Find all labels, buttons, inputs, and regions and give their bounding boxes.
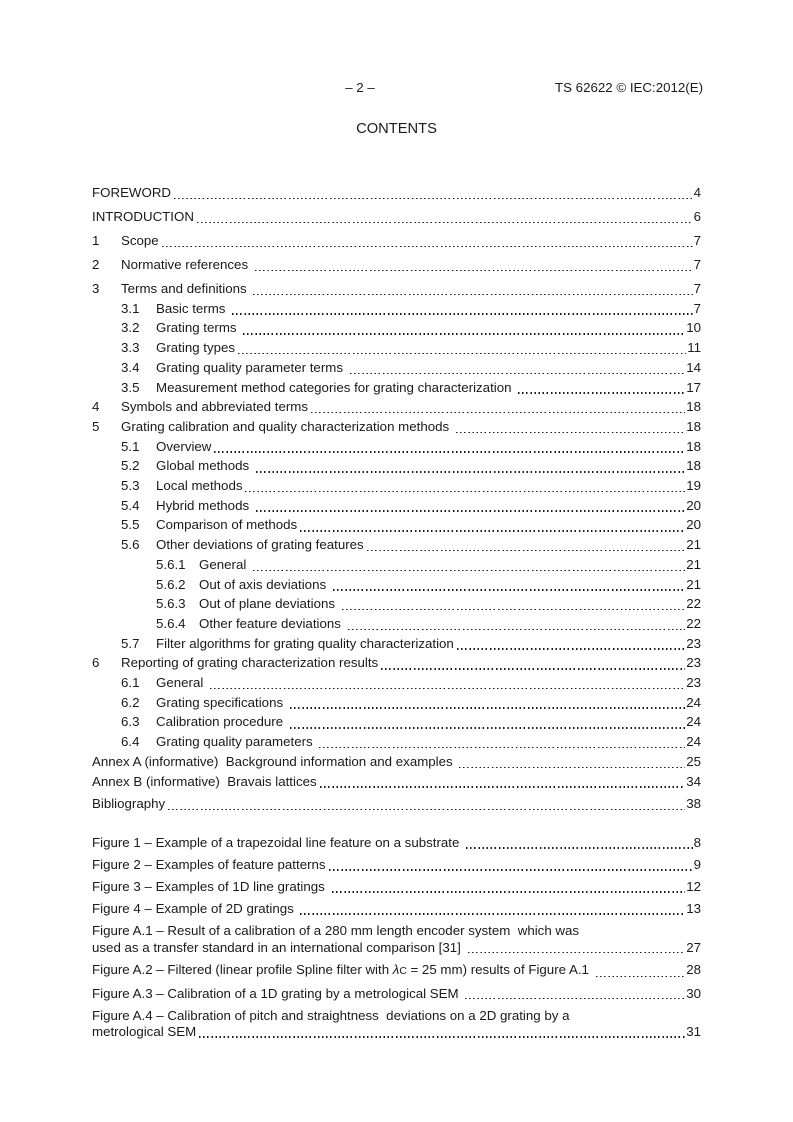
- toc-entry-number: 3.3: [121, 340, 140, 356]
- toc-page-number: 7: [693, 233, 701, 248]
- toc-entry-number: 3.2: [121, 320, 140, 336]
- toc-page-number: 22: [686, 615, 701, 631]
- toc-entry-label: Comparison of methods: [156, 517, 298, 533]
- toc-entry-number: 3: [92, 281, 100, 296]
- figure-page-number: 28: [686, 961, 701, 977]
- figure-entry: [92, 857, 701, 874]
- dot-leader: [253, 570, 685, 572]
- toc-entry-label: Annex A (informative) Background information and examples: [92, 753, 457, 769]
- figures-list: [92, 835, 701, 1041]
- figure-entry-text: Figure A.3 – Calibration of a 1D grating by a metrological SEM: [92, 985, 463, 1001]
- toc-page-number: 23: [686, 635, 701, 651]
- dot-leader: [162, 246, 693, 248]
- toc-entry-label: Overview: [156, 438, 212, 454]
- toc-entry-number: 5.6.4: [156, 615, 186, 631]
- dot-leader: [290, 727, 685, 729]
- toc-entry: [92, 378, 701, 398]
- dot-leader: [459, 767, 685, 769]
- toc-page-number: 34: [686, 773, 701, 789]
- toc-entry-label: Grating calibration and quality characterization methods: [121, 418, 453, 434]
- figure-entry-text: Figure A.1 – Result of a calibration of a 280 mm length encoder system which was: [92, 923, 580, 938]
- dot-leader: [311, 412, 685, 414]
- dot-leader: [243, 333, 685, 335]
- toc-entry-number: 3.5: [121, 379, 140, 395]
- toc-page-number: 11: [687, 340, 701, 356]
- toc-page-number: 6: [693, 209, 701, 224]
- toc-entry-label: Terms and definitions: [121, 281, 251, 296]
- toc-page-number: 20: [686, 497, 701, 513]
- toc-page-number: 20: [686, 517, 701, 533]
- toc-entry-label: INTRODUCTION: [92, 209, 194, 224]
- toc-page-number: 18: [686, 458, 701, 474]
- dot-leader: [329, 869, 693, 871]
- toc-page-number: 21: [686, 537, 701, 553]
- dot-leader: [256, 510, 685, 512]
- dot-leader: [320, 786, 686, 788]
- toc-page-number: 14: [686, 359, 701, 375]
- toc-entry-number: 5.6.3: [156, 596, 186, 612]
- toc-page-number: 23: [686, 675, 701, 691]
- toc-entry: [92, 183, 701, 203]
- figure-entry-text: Figure A.2 – Filtered (linear profile Spline filter with: [92, 961, 393, 977]
- figure-entry-line: [92, 962, 701, 981]
- toc-page-number: 18: [686, 418, 701, 434]
- toc-page-number: 18: [686, 438, 701, 454]
- header-page-number: – 2 –: [345, 80, 375, 95]
- dot-leader: [290, 707, 685, 709]
- dot-leader: [465, 998, 685, 1000]
- toc-entry-label: Grating types: [156, 340, 236, 356]
- toc-entry-label: Hybrid methods: [156, 497, 253, 513]
- figure-entry-text: C: [399, 965, 407, 977]
- figure-entry: [92, 923, 701, 956]
- toc-entry-label: General: [156, 675, 207, 691]
- toc-entry: [92, 634, 701, 654]
- figure-entry-line: [92, 857, 701, 874]
- toc-entry: [92, 653, 701, 673]
- toc-entry: [92, 535, 701, 555]
- dot-leader: [210, 688, 685, 690]
- toc-entry: [92, 614, 701, 634]
- dot-leader: [367, 550, 686, 552]
- dot-leader: [348, 629, 686, 631]
- toc-entry: [92, 732, 701, 752]
- figure-entry-text: Figure 2 – Examples of feature patterns: [92, 857, 326, 872]
- toc-entry: [92, 255, 701, 275]
- toc-entry-number: 5.6.2: [156, 576, 186, 592]
- toc-page-number: 7: [693, 300, 701, 316]
- figure-page-number: 12: [686, 879, 701, 894]
- dot-leader: [333, 589, 685, 591]
- toc-entry: [92, 555, 701, 575]
- toc-page-number: 38: [686, 796, 701, 812]
- figure-page-number: 30: [686, 985, 701, 1001]
- dot-leader: [332, 891, 686, 893]
- toc-entry-number: 3.4: [121, 359, 140, 375]
- toc-page-number: 24: [686, 694, 701, 710]
- toc-page-number: 22: [686, 596, 701, 612]
- toc-entry-number: 6: [92, 655, 100, 671]
- toc-entry-number: 2: [92, 257, 100, 272]
- figure-entry-line: [92, 879, 701, 896]
- dot-leader: [468, 952, 686, 954]
- toc-page-number: 18: [686, 399, 701, 415]
- toc-entry: [92, 752, 701, 772]
- toc-entry-number: 5.6: [121, 537, 140, 553]
- figure-entry: [92, 879, 701, 896]
- dot-leader: [319, 747, 685, 749]
- toc-page-number: 17: [686, 379, 701, 395]
- toc-entry: [92, 594, 701, 614]
- toc-entry-number: 5.3: [121, 478, 140, 494]
- figure-entry-text: used as a transfer standard in an international comparison [31]: [92, 939, 465, 955]
- figure-page-number: 13: [686, 901, 701, 916]
- figure-page-number: 31: [686, 1024, 701, 1039]
- figure-entry-line: [92, 986, 701, 1003]
- figure-entry-line: [92, 1024, 701, 1041]
- toc-list: [92, 183, 701, 814]
- figure-entry-text: Figure 4 – Example of 2D gratings: [92, 901, 298, 916]
- toc-entry-number: 5: [92, 418, 100, 434]
- toc-entry-label: Measurement method categories for grating characterization: [156, 379, 516, 395]
- toc-entry: [92, 338, 701, 358]
- toc-entry: [92, 772, 701, 792]
- toc-entry-number: 6.2: [121, 694, 140, 710]
- toc-entry: [92, 693, 701, 713]
- toc-entry-number: 5.4: [121, 497, 140, 513]
- toc-entry: [92, 279, 701, 299]
- dot-leader: [174, 198, 693, 200]
- toc-page-number: 10: [686, 320, 701, 336]
- toc-entry: [92, 456, 701, 476]
- figure-entry: [92, 901, 701, 918]
- toc-entry: [92, 207, 701, 227]
- figure-page-number: 27: [686, 939, 701, 955]
- toc-entry-label: Scope: [121, 233, 159, 248]
- toc-entry-label: Filter algorithms for grating quality characterization: [156, 635, 454, 651]
- dot-leader: [197, 222, 693, 224]
- header-document-reference: TS 62622 © IEC:2012(E): [554, 80, 703, 95]
- toc-page-number: 21: [686, 576, 701, 592]
- toc-entry-number: 1: [92, 233, 100, 248]
- dot-leader: [232, 313, 692, 315]
- toc-entry-number: 5.6.1: [156, 556, 186, 572]
- toc-entry-number: 6.3: [121, 714, 140, 730]
- figure-entry-text: Figure A.4 – Calibration of pitch and straightness deviations on a 2D grating by a: [92, 1007, 570, 1023]
- figure-entry: [92, 835, 701, 852]
- toc-page-number: 7: [693, 281, 701, 296]
- toc-entry: [92, 397, 701, 417]
- toc-entry-number: 3.1: [121, 300, 140, 316]
- toc-entry-label: Global methods: [156, 458, 253, 474]
- dot-leader: [342, 609, 685, 611]
- toc-entry-label: Grating quality parameter terms: [156, 359, 347, 375]
- dot-leader: [168, 809, 685, 811]
- toc-entry-number: 6.1: [121, 675, 140, 691]
- figure-entry-line: [92, 1008, 701, 1025]
- figure-entry-line: [92, 940, 701, 957]
- toc-entry: [92, 318, 701, 338]
- toc-page-number: 19: [686, 478, 701, 494]
- dot-leader: [518, 392, 685, 394]
- toc-entry: [92, 515, 701, 535]
- toc-entry-number: 5.7: [121, 635, 140, 651]
- toc-page-number: 4: [693, 185, 701, 200]
- figure-page-number: 9: [693, 857, 701, 872]
- toc-entry-number: 5.2: [121, 458, 140, 474]
- toc-entry: [92, 476, 701, 496]
- toc-entry-number: 6.4: [121, 734, 140, 750]
- figure-entry-text: = 25 mm) results of Figure A.1: [406, 961, 593, 977]
- figure-entry-text: Figure 1 – Example of a trapezoidal line feature on a substrate: [92, 835, 464, 850]
- toc-entry-label: Bibliography: [92, 796, 166, 812]
- dot-leader: [253, 294, 692, 296]
- figure-entry-text: λ: [392, 961, 400, 977]
- toc-entry-label: Out of plane deviations: [199, 596, 339, 612]
- toc-entry: [92, 299, 701, 319]
- toc-entry-label: Annex B (informative) Bravais lattices: [92, 773, 317, 789]
- dot-leader: [596, 976, 686, 978]
- toc-entry: [92, 794, 701, 814]
- toc-entry-label: FOREWORD: [92, 185, 172, 200]
- toc-entry: [92, 712, 701, 732]
- toc-entry-label: Reporting of grating characterization results: [121, 655, 379, 671]
- figure-entry: [92, 962, 701, 981]
- figure-entry-text: metrological SEM: [92, 1024, 197, 1039]
- toc-page-number: 23: [686, 655, 701, 671]
- figure-entry: [92, 986, 701, 1003]
- toc-page-number: 25: [686, 753, 701, 769]
- toc-entry-label: Out of axis deviations: [199, 576, 330, 592]
- toc-entry-label: Other deviations of grating features: [156, 537, 364, 553]
- figure-entry-line: [92, 901, 701, 918]
- toc-page-number: 24: [686, 714, 701, 730]
- figure-entry-line: [92, 835, 701, 852]
- figure-entry: [92, 1008, 701, 1041]
- toc-entry-number: 4: [92, 399, 100, 415]
- dot-leader: [199, 1036, 685, 1038]
- toc-entry: [92, 496, 701, 516]
- figure-entry-line: [92, 923, 701, 940]
- dot-leader: [350, 373, 686, 375]
- dot-leader: [466, 847, 693, 849]
- toc-entry-label: Grating specifications: [156, 694, 287, 710]
- toc-entry: [92, 358, 701, 378]
- toc-entry-label: Grating quality parameters: [156, 734, 317, 750]
- dot-leader: [300, 530, 685, 532]
- dot-leader: [456, 432, 685, 434]
- toc-entry: [92, 231, 701, 251]
- toc-entry: [92, 575, 701, 595]
- dot-leader: [245, 491, 685, 493]
- dot-leader: [214, 451, 685, 453]
- figure-entry-text: Figure 3 – Examples of 1D line gratings: [92, 879, 329, 894]
- dot-leader: [381, 668, 685, 670]
- toc-entry: [92, 673, 701, 693]
- toc-entry-number: 5.1: [121, 438, 140, 454]
- toc-page-number: 24: [686, 734, 701, 750]
- toc-entry-label: Other feature deviations: [199, 615, 345, 631]
- toc-entry-label: Grating terms: [156, 320, 241, 336]
- figure-page-number: 8: [693, 835, 701, 850]
- toc-page-number: 21: [686, 556, 701, 572]
- toc-page-number: 7: [693, 257, 701, 272]
- toc-entry-number: 5.5: [121, 517, 140, 533]
- toc-entry: [92, 437, 701, 457]
- dot-leader: [238, 353, 686, 355]
- dot-leader: [255, 270, 693, 272]
- dot-leader: [457, 648, 685, 650]
- toc-entry: [92, 417, 701, 437]
- page-title: CONTENTS: [356, 121, 437, 137]
- toc-entry-label: Calibration procedure: [156, 714, 287, 730]
- toc-entry-label: Normative references: [121, 257, 252, 272]
- toc-entry-label: Symbols and abbreviated terms: [121, 399, 308, 415]
- dot-leader: [256, 471, 685, 473]
- toc-entry-label: Basic terms: [156, 300, 230, 316]
- dot-leader: [300, 913, 685, 915]
- toc-entry-label: Local methods: [156, 478, 243, 494]
- toc-entry-label: General: [199, 556, 250, 572]
